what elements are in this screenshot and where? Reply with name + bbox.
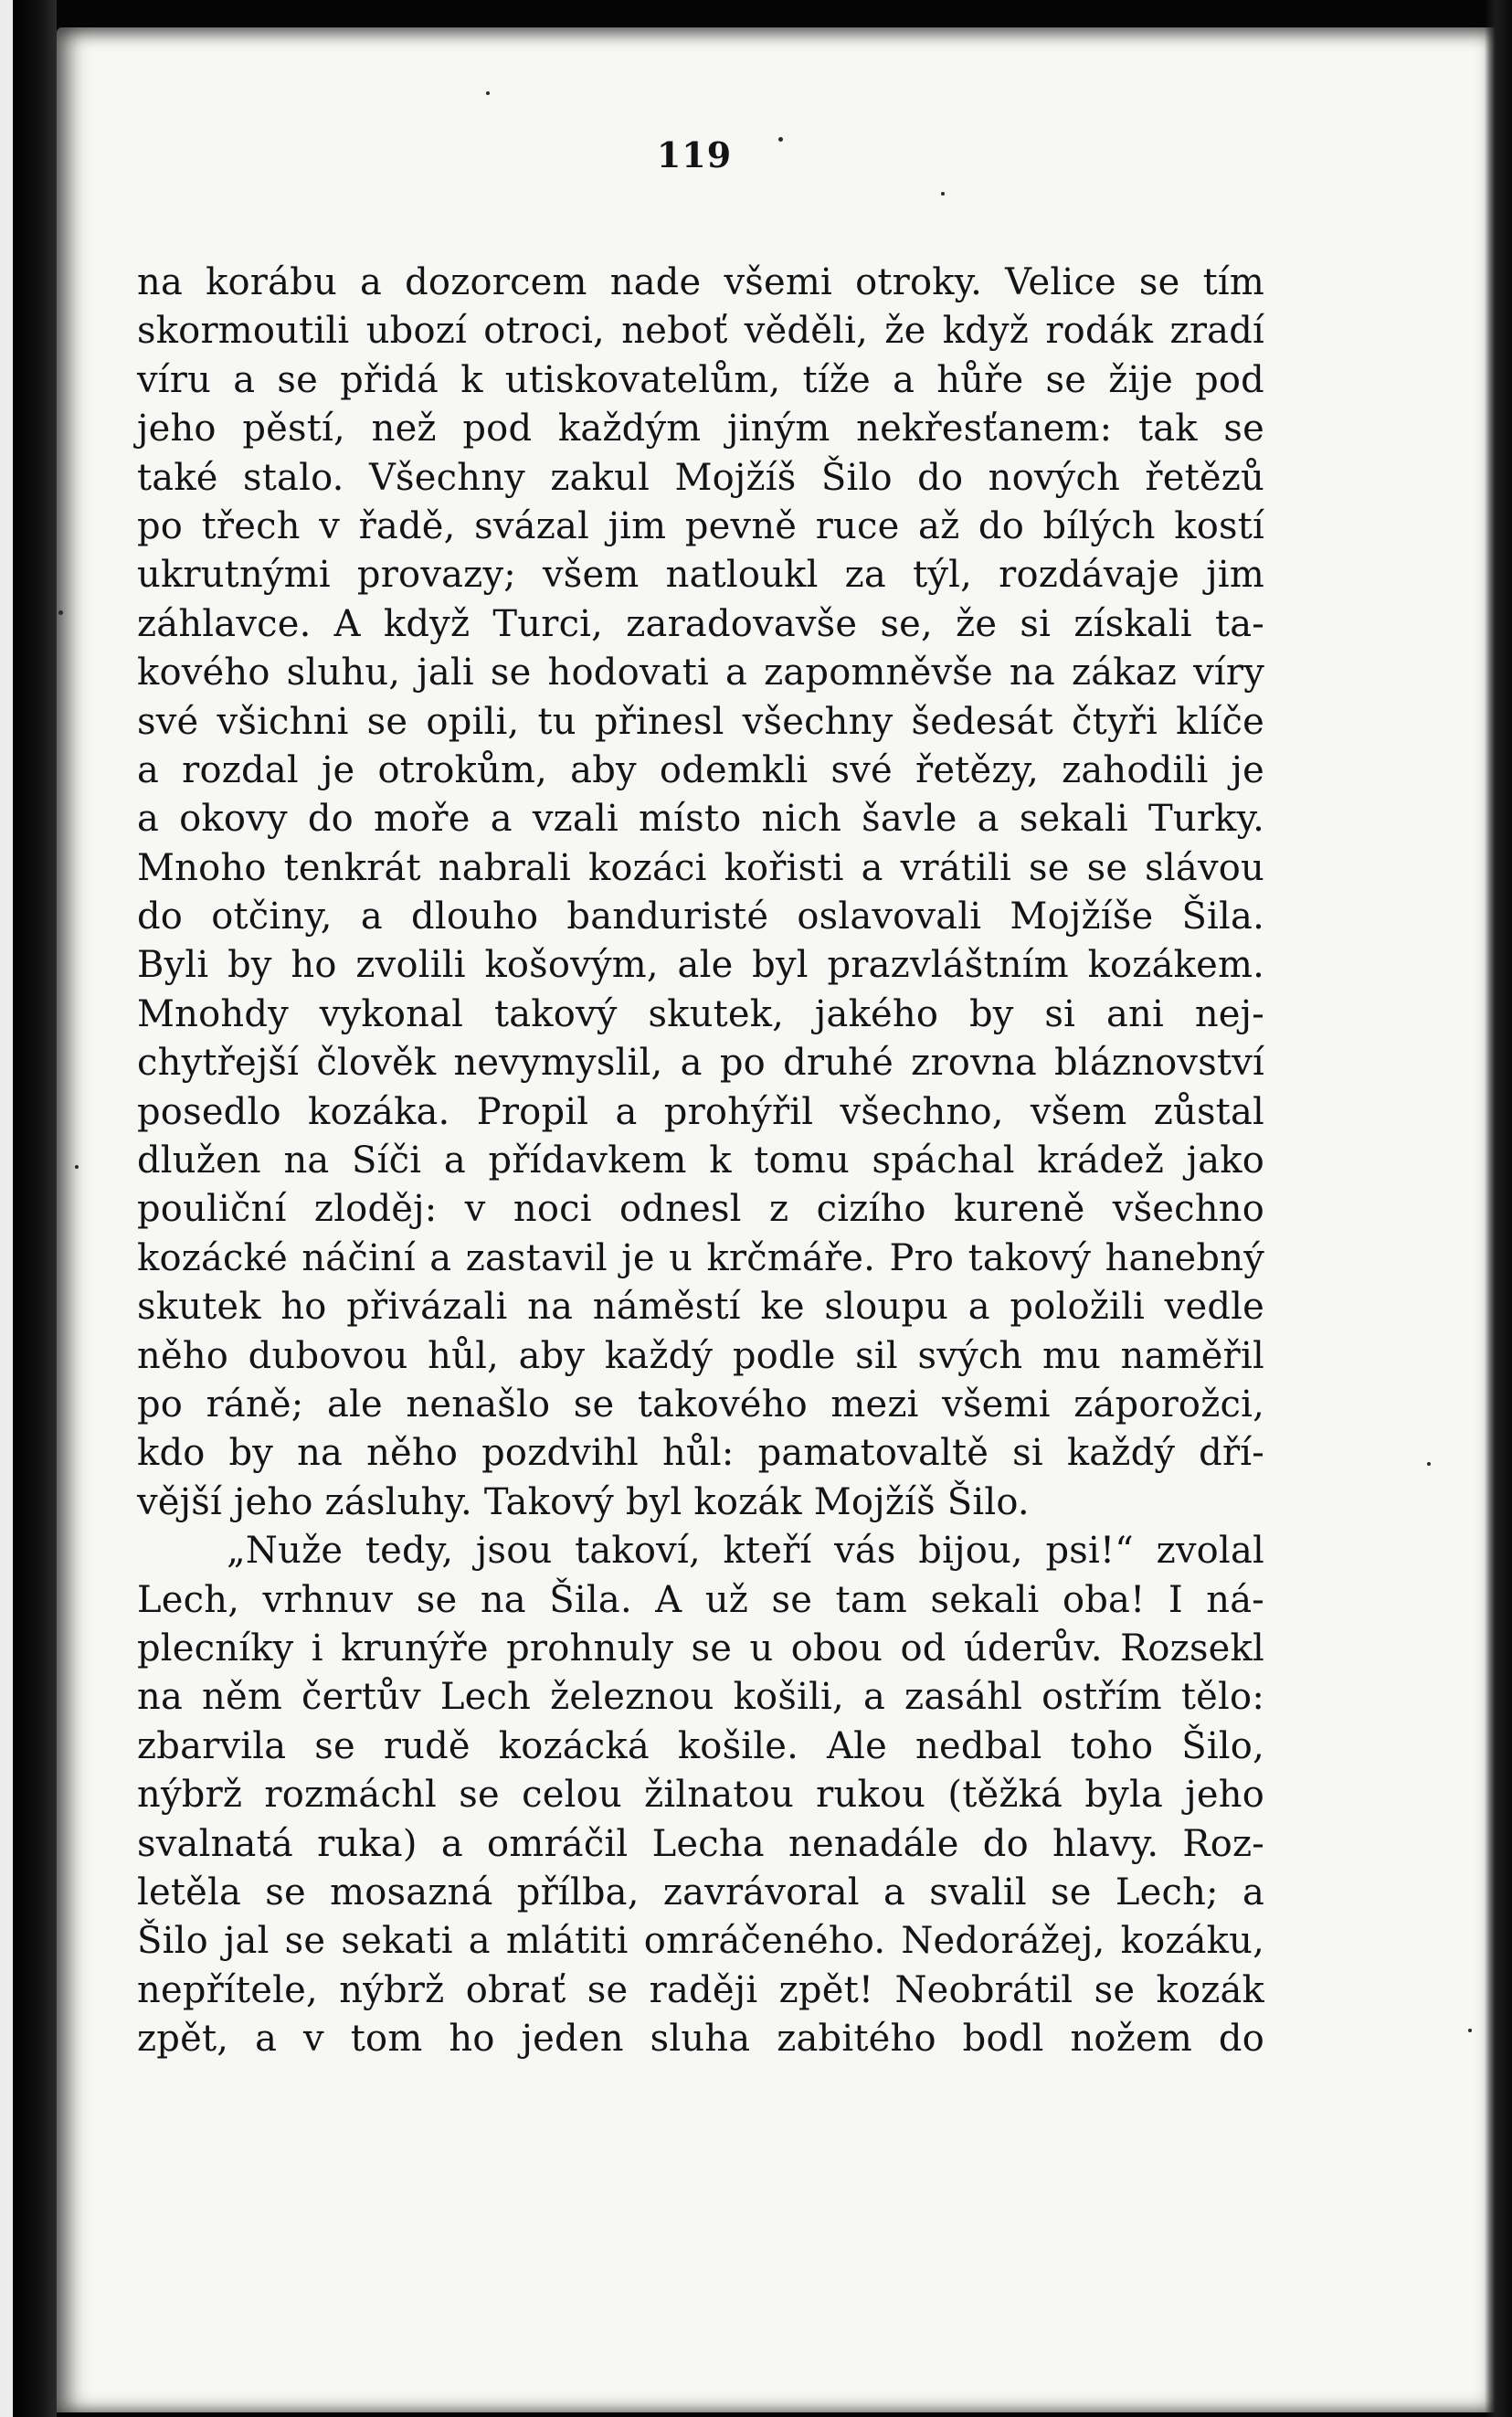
text-line: zbarvila se rudě kozácká košile. Ale nedbal toho Šilo, bbox=[137, 1724, 1264, 1767]
text-line: Byli by ho zvolili košovým, ale byl prazvláštním kozákem. bbox=[137, 944, 1264, 987]
text-line: chytřejší člověk nevymyslil, a po druhé zrovna bláznovství bbox=[137, 1042, 1264, 1085]
text-line: kdo by na něho pozdvihl hůl: pamatovaltě si každý dří- bbox=[137, 1432, 1264, 1475]
text-line: na korábu a dozorcem nade všemi otroky. Velice se tím bbox=[137, 261, 1264, 303]
scan-speck bbox=[486, 91, 490, 95]
text-line: víru a se přidá k utiskovatelům, tíže a hůře se žije pod bbox=[137, 358, 1264, 401]
text-line: zpět, a v tom ho jeden sluha zabitého bodl nožem do bbox=[137, 2018, 1264, 2061]
text-line: ukrutnými provazy; všem natloukl za týl, rozdávaje jim bbox=[137, 554, 1264, 597]
text-line: Šilo jal se sekati a mlátiti omráčeného. Nedorážej, kozáku, bbox=[137, 1920, 1264, 1963]
body-text bbox=[137, 259, 1264, 2063]
text-line: letěla se mosazná přílba, zavrávoral a svalil se Lech; a bbox=[137, 1871, 1264, 1913]
text-line: do otčiny, a dlouho banduristé oslavovali Mojžíše Šila. bbox=[137, 896, 1264, 938]
text-line: nepřítele, nýbrž obrať se raději zpět! Neobrátil se kozák bbox=[137, 1968, 1264, 2011]
text-line: a okovy do moře a vzali místo nich šavle a sekali Turky. bbox=[137, 798, 1264, 841]
gutter-shadow bbox=[13, 0, 57, 2417]
text-line: skormoutili ubozí otroci, neboť věděli, že když rodák zradí bbox=[137, 310, 1264, 353]
text-line: po ráně; ale nenašlo se takového mezi všemi záporožci, bbox=[137, 1383, 1264, 1426]
text-line: také stalo. Všechny zakul Mojžíš Šilo do nových řetězů bbox=[137, 456, 1264, 499]
text-line: pouliční zloděj: v noci odnesl z cizího kureně všechno bbox=[137, 1188, 1264, 1231]
text-line: skutek ho přivázali na náměstí ke sloupu a položili vedle bbox=[137, 1286, 1264, 1329]
scan-speck bbox=[1427, 1462, 1431, 1466]
text-line: něho dubovou hůl, aby každý podle sil svých mu naměřil bbox=[137, 1334, 1264, 1377]
scan-speck bbox=[1468, 2029, 1472, 2032]
text-line: své všichni se opili, tu přinesl všechny šedesát čtyři klíče bbox=[137, 700, 1264, 743]
page-number: 119 bbox=[656, 134, 733, 175]
adjacent-page-edge bbox=[0, 0, 13, 2417]
text-line: dlužen na Síči a přídavkem k tomu spáchal krádež jako bbox=[137, 1140, 1264, 1182]
scan-speck bbox=[778, 137, 783, 142]
scan-speck bbox=[941, 192, 945, 196]
text-line: kozácké náčiní a zastavil je u krčmáře. Pro takový hanebný bbox=[137, 1236, 1264, 1279]
text-line: jeho pěstí, než pod každým jiným nekřesťanem: tak se bbox=[137, 408, 1264, 451]
text-line: nýbrž rozmáchl se celou žilnatou rukou (těžká byla jeho bbox=[137, 1774, 1264, 1817]
text-line: záhlavce. A když Turci, zaradovavše se, že si získali ta- bbox=[137, 602, 1264, 645]
text-line: Mnohdy vykonal takový skutek, jakého by si ani nej- bbox=[137, 992, 1264, 1035]
text-line: posedlo kozáka. Propil a prohýřil všechno, všem zůstal bbox=[137, 1090, 1264, 1133]
text-line-paragraph-start: „Nuže tedy, jsou takoví, kteří vás bijou, psi!“ zvolal bbox=[227, 1530, 1264, 1573]
text-line: plecníky i krunýře prohnuly se u obou od úderův. Rozsekl bbox=[137, 1627, 1264, 1670]
text-line-paragraph-end: vější jeho zásluhy. Takový byl kozák Mojžíš Šilo. bbox=[137, 1480, 1030, 1523]
text-line: Lech, vrhnuv se na Šila. A už se tam sekali oba! I ná- bbox=[137, 1578, 1264, 1621]
text-line: kového sluhu, jali se hodovati a zapomněvše na zákaz víry bbox=[137, 652, 1264, 694]
text-line: svalnatá ruka) a omráčil Lecha nenadále do hlavy. Roz- bbox=[137, 1822, 1264, 1865]
scan-speck bbox=[75, 1165, 79, 1169]
page-right-edge-shadow bbox=[1485, 0, 1512, 2417]
text-line: na něm čertův Lech železnou košili, a zasáhl ostřím tělo: bbox=[137, 1676, 1264, 1719]
scan-speck bbox=[58, 610, 63, 615]
text-line: Mnoho tenkrát nabrali kozáci kořisti a vrátili se se slávou bbox=[137, 846, 1264, 889]
text-line: a rozdal je otrokům, aby odemkli své řetězy, zahodili je bbox=[137, 748, 1264, 791]
text-line: po třech v řadě, svázal jim pevně ruce až do bílých kostí bbox=[137, 504, 1264, 547]
